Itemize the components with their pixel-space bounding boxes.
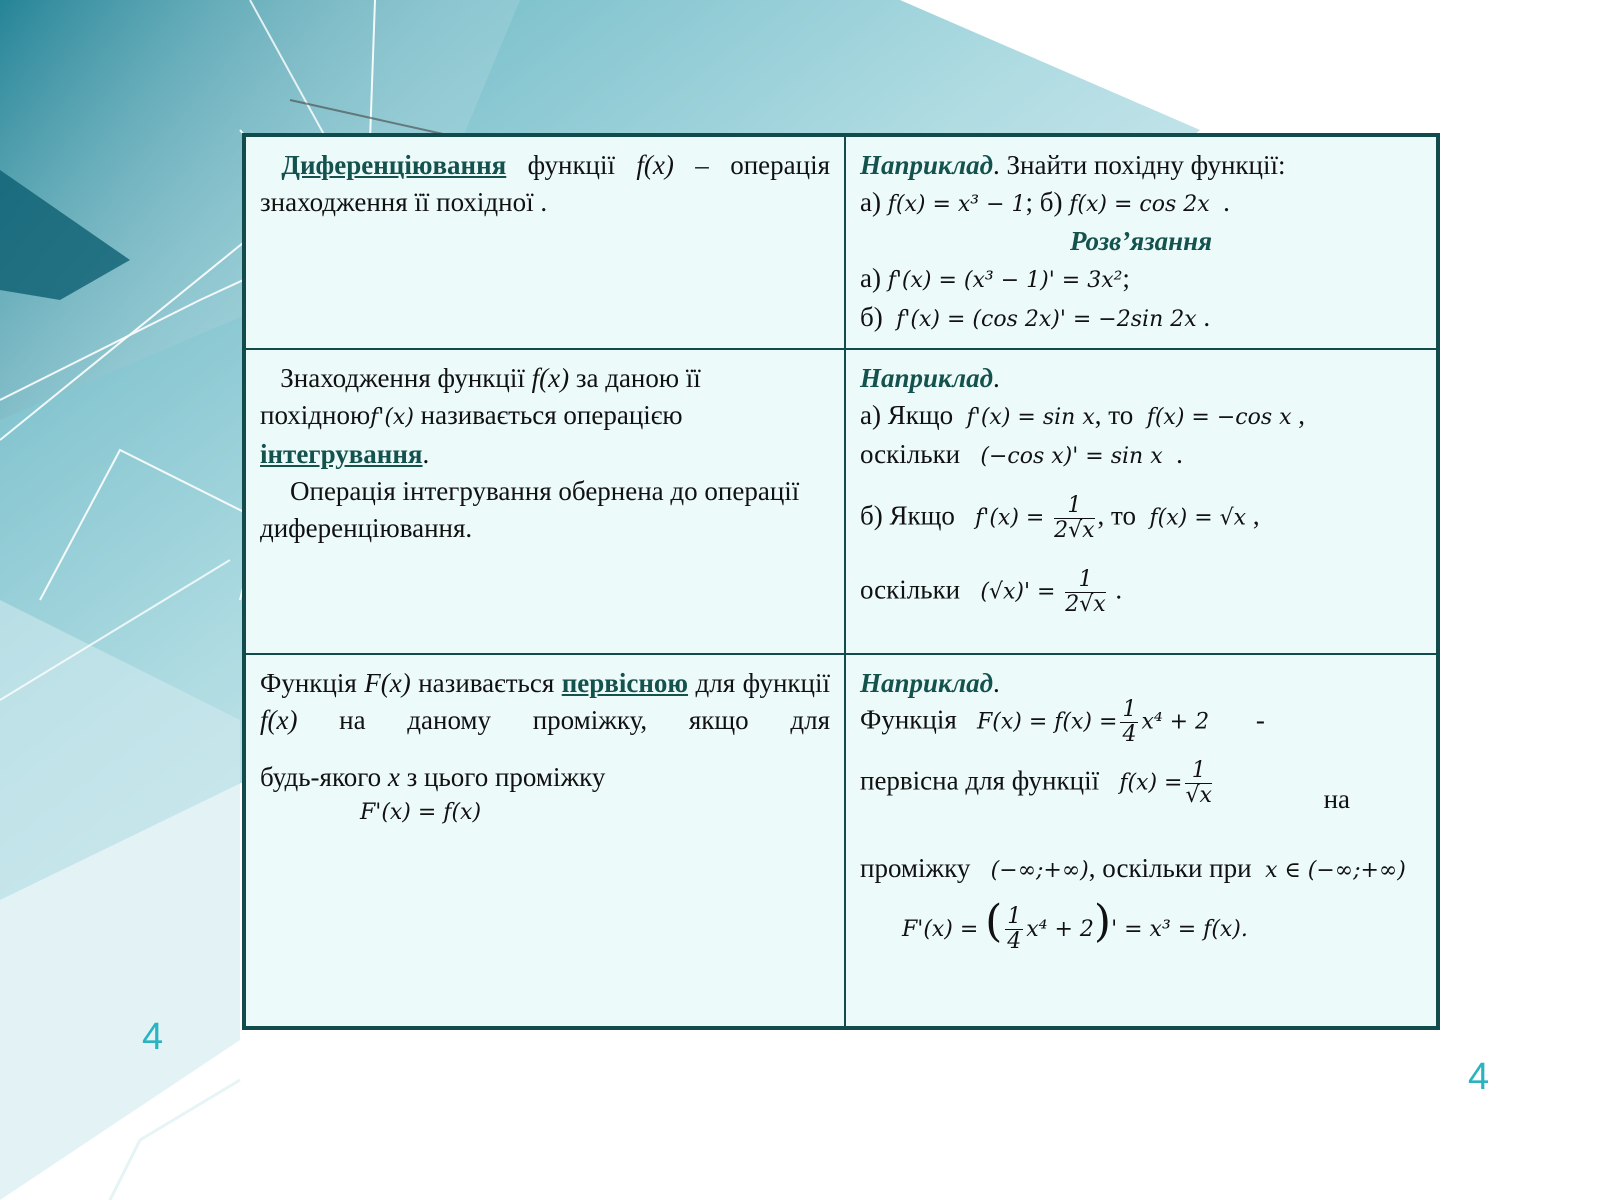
text: , то (1094, 400, 1134, 430)
text: похідною (260, 400, 371, 430)
fx: f(x) (636, 150, 674, 180)
inverse-operation-text: Операція інтегрування обернена до операції диференціювання. (260, 476, 800, 543)
text: б) Якщо (860, 500, 955, 531)
example-title: Наприклад (860, 363, 994, 393)
content-table (242, 133, 1440, 1030)
text: називається (418, 668, 555, 698)
fraction (1005, 905, 1023, 954)
example-title: Наприклад (860, 150, 994, 180)
label-a: а) (860, 263, 881, 293)
fraction (1065, 568, 1105, 617)
example-cell (846, 137, 1436, 348)
dot: . (1223, 187, 1230, 217)
formula-condition-b: f'(x) = (975, 505, 1045, 531)
fx: f(x) (260, 705, 298, 735)
formula-definition: F'(x) = f(x) (360, 800, 482, 825)
paren-close: ) (1093, 896, 1112, 947)
Fx: F(x) (364, 668, 411, 698)
fraction (1120, 698, 1138, 747)
table-row-differentiation (246, 137, 1436, 350)
text: Функція (860, 704, 957, 735)
text: будь-якого (260, 762, 382, 792)
solution-a: f'(x) = (x³ − 1)' = 3x² (887, 268, 1123, 293)
text: на (1323, 784, 1350, 814)
formula-condition-a: f'(x) = sin x (966, 405, 1095, 430)
label-a: а) (860, 187, 881, 217)
denominator: √x (1185, 783, 1212, 808)
text: за даною її (569, 363, 701, 393)
text: функції (506, 150, 637, 180)
paren-open: ( (985, 896, 1003, 947)
numerator: 1 (1054, 494, 1094, 519)
x: x (387, 762, 400, 792)
slide-number-left: 4 (142, 1016, 164, 1058)
solution-b: f'(x) = (cos 2x)' = −2sin 2x (896, 307, 1197, 332)
denominator: 2√x (1065, 592, 1106, 617)
formula-interval: (−∞;+∞) (990, 858, 1089, 883)
term-antiderivative: первісною (561, 668, 689, 698)
fx: f(x) (531, 363, 570, 393)
comma: , (1298, 400, 1306, 430)
denominator: 4 (1122, 722, 1137, 747)
label-b: б) (860, 302, 883, 332)
dot: . (1115, 574, 1123, 605)
numerator: 1 (1065, 568, 1105, 593)
dot: . (1203, 302, 1211, 332)
numerator: 1 (1185, 759, 1211, 784)
text: Знаходження функції (280, 363, 532, 393)
dash: - (1255, 704, 1265, 735)
term-differentiation: Диференціювання (281, 150, 507, 180)
term-integration: інтегрування (260, 439, 423, 469)
slide-number-right: 4 (1468, 1056, 1490, 1098)
solution-title: Розв’язання (1069, 226, 1213, 256)
numerator: 1 (1007, 904, 1022, 930)
denominator: 2√x (1054, 518, 1095, 543)
dot: . (993, 668, 1000, 698)
text: для функції (695, 668, 830, 698)
text: – операція знаходження її похідної . (260, 150, 830, 217)
formula-F: F(x) = f(x) = (977, 709, 1118, 735)
text: оскільки (860, 574, 961, 605)
dot: . (1176, 439, 1183, 469)
formula-reason-a: (−cos x)' = sin x (980, 444, 1163, 469)
formula-x-in: x ∈ (−∞;+∞) (1265, 858, 1406, 883)
definition-cell (246, 655, 846, 1030)
definition-cell (246, 137, 846, 348)
dot: . (993, 363, 1000, 393)
semicolon: ; (1122, 263, 1130, 293)
text: на даному проміжку, якщо для (339, 705, 830, 735)
text: з цього проміжку (406, 762, 606, 792)
text: проміжку (860, 853, 971, 883)
definition-cell (246, 350, 846, 653)
text: первісна для функції (860, 765, 1100, 796)
fraction (1054, 494, 1094, 543)
task-text: . Знайти похідну функції: (993, 150, 1286, 180)
text: оскільки (860, 439, 961, 469)
dot: . (422, 439, 430, 469)
table-row-antiderivative (246, 655, 1436, 1030)
fraction (1185, 759, 1211, 808)
example-title: Наприклад (860, 668, 994, 698)
example-cell (846, 655, 1436, 1030)
text: , то (1097, 500, 1136, 531)
formula-b: f(x) = cos 2x (1069, 192, 1210, 217)
text: а) Якщо (860, 400, 954, 430)
denominator: 4 (1007, 929, 1022, 955)
formula-result-a: f(x) = −cos x (1146, 405, 1292, 430)
text: , оскільки при (1088, 853, 1252, 883)
formula-derivative-inner: x⁴ + 2 (1026, 917, 1094, 942)
example-cell (846, 350, 1436, 653)
formula-result-b: f(x) = √x (1149, 505, 1247, 531)
formula-reason-b: (√x)' = (980, 579, 1056, 605)
comma: , (1252, 500, 1260, 531)
formula-derivative-result: ' = x³ = f(x). (1111, 917, 1248, 942)
text: називається операцією (413, 400, 683, 430)
numerator: 1 (1122, 697, 1137, 722)
formula-fpx: f'(x) (370, 405, 414, 430)
formula-f: f(x) = (1119, 770, 1183, 796)
label-b: ; б) (1025, 187, 1063, 217)
formula-derivative: F'(x) = (902, 917, 979, 942)
formula-a: f(x) = x³ − 1 (887, 192, 1026, 217)
formula-F-tail: x⁴ + 2 (1141, 709, 1210, 735)
text: Функція (260, 668, 357, 698)
table-row-integration (246, 350, 1436, 655)
